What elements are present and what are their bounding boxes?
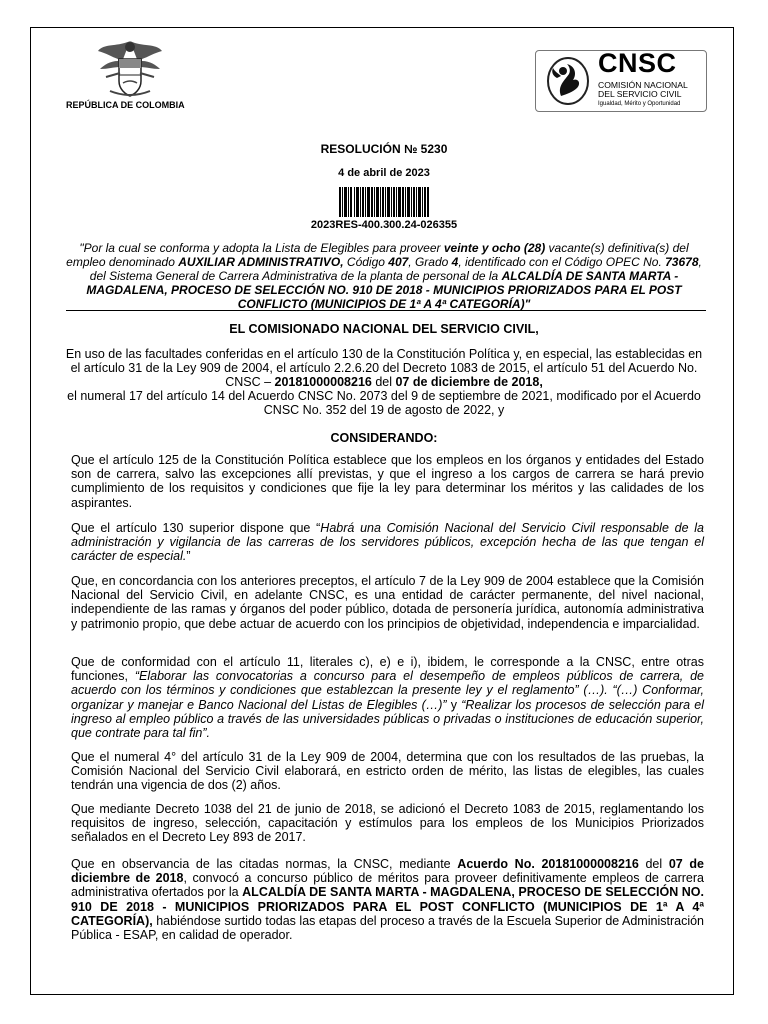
summary-divider (66, 310, 706, 311)
paragraph-1: Que el artículo 125 de la Constitución Política establece que los empleos en los órganos y entidades del Estado son de carrera, salvo las excepciones allí previstas, y que el ingreso a los cargos de carrera se hará previo cumplimiento de los requisitos y condiciones que fije la ley para determinar los méritos y las calidades de los aspirantes. (71, 453, 704, 510)
paragraph-4: Que de conformidad con el artículo 11, literales c), e) e i), ibidem, le corresponde a la CNSC, entre otras funciones, “Elaborar las convocatorias a concurso para el desempeño de empleos públicos de carrera, de acuerdo con los términos y condiciones que establezcan la presente ley y el reglamento” (…). “(…) Conformar, organizar y manejar e Banco Nacional del Listas de Elegibles (…)” y “Realizar los procesos de selección para el ingreso al empleo público a través de las universidades públicas o privadas o instituciones de educación superior, que contrate para tal fin”. (71, 655, 704, 741)
resolution-title: RESOLUCIÓN № 5230 (320, 142, 448, 156)
paragraph-3: Que, en concordancia con los anteriores preceptos, el artículo 7 de la Ley 909 de 2004 establece que la Comisión Nacional del Servicio Civil, en adelante CNSC, es una entidad de carácter permanente, del nivel nacional, independiente de las ramas y órganos del poder público, dotada de personería jurídica, autonomía administrativa y patrimonio propio, que debe actuar de acuerdo con los principios de objetividad, independencia e imparcialidad. (71, 574, 704, 631)
paragraph-5: Que el numeral 4° del artículo 31 de la Ley 909 de 2004, determina que con los resultados de las pruebas, la Comisión Nacional del Servicio Civil elaborará, en estricto orden de mérito, las listas de elegibles, las cuales tendrán una vigencia de dos (2) años. (71, 750, 704, 793)
paragraph-7: Que en observancia de las citadas normas, la CNSC, mediante Acuerdo No. 20181000008216 del 07 de diciembre de 2018, convocó a concurso público de méritos para proveer definitivamente empleos de carrera administrativa ofertados por la ALCALDÍA DE SANTA MARTA - MAGDALENA, PROCESO DE SELECCIÓN NO. 910 DE 2018 - MUNICIPIOS PRIORIZADOS PARA EL POST CONFLICTO (MUNICIPIOS DE 1ª A 4ª CATEGORÍA), habiéndose surtido todas las etapas del proceso a través de la Escuela Superior de Administración Pública - ESAP, en calidad de operador. (71, 857, 705, 943)
commissioner-heading: EL COMISIONADO NACIONAL DEL SERVICIO CIVIL, (229, 322, 539, 336)
cnsc-name-line2: DEL SERVICIO CIVIL (598, 89, 682, 99)
paragraph-6: Que mediante Decreto 1038 del 21 de junio de 2018, se adicionó el Decreto 1083 de 2015, reglamentando los requisitos de ingreso, selección, capacitación y estímulos para los empleos de los Municipios Priorizados señalados en el Decreto Ley 893 de 2017. (71, 802, 704, 845)
cnsc-full-name (598, 81, 688, 99)
considering-heading: CONSIDERANDO: (330, 431, 438, 445)
cnsc-tagline: Igualdad, Mérito y Oportunidad (598, 101, 681, 107)
cnsc-emblem-icon (545, 56, 591, 106)
cnsc-name-line1: COMISIÓN NACIONAL (598, 80, 688, 90)
resolution-date: 4 de abril de 2023 (338, 167, 430, 179)
colombia-coat-of-arms-icon (96, 37, 164, 99)
resolution-summary: "Por la cual se conforma y adopta la Lista de Elegibles para proveer veinte y ocho (28) vacante(s) definitiva(s) del empleo denominado AUXILIAR ADMINISTRATIVO, Código 407, Grado 4, identificado con el Código OPEC No. 73678, del Sistema General de Carrera Administrativa de la planta de personal de la ALCALDÍA DE SANTA MARTA - MAGDALENA, PROCESO DE SELECCIÓN NO. 910 DE 2018 - MUNICIPIOS PRIORIZADOS PARA EL POST CONFLICTO (MUNICIPIOS DE 1ª A 4ª CATEGORÍA)" (66, 241, 702, 311)
barcode-icon (339, 187, 429, 217)
resolution-code: 2023RES-400.300.24-026355 (310, 219, 458, 231)
country-label: REPÚBLICA DE COLOMBIA (66, 100, 185, 110)
powers-paragraph: En uso de las facultades conferidas en el artículo 130 de la Constitución Política y, en especial, las establecidas en el artículo 31 de la Ley 909 de 2004, el artículo 2.2.6.20 del Decreto 1083 de 2015, el artículo 51 del Acuerdo No. CNSC – 20181000008216 del 07 de diciembre de 2018, el numeral 17 del artículo 14 del Acuerdo CNSC No. 2073 del 9 de septiembre de 2021, modificado por el Acuerdo CNSC No. 352 del 19 de agosto de 2022, y (65, 347, 703, 417)
paragraph-2: Que el artículo 130 superior dispone que “Habrá una Comisión Nacional del Servicio Civil responsable de la administración y vigilancia de las carreras de los servidores públicos, excepción hecha de las que tengan el carácter de especial.” (71, 521, 704, 564)
cnsc-acronym: CNSC (598, 48, 677, 78)
